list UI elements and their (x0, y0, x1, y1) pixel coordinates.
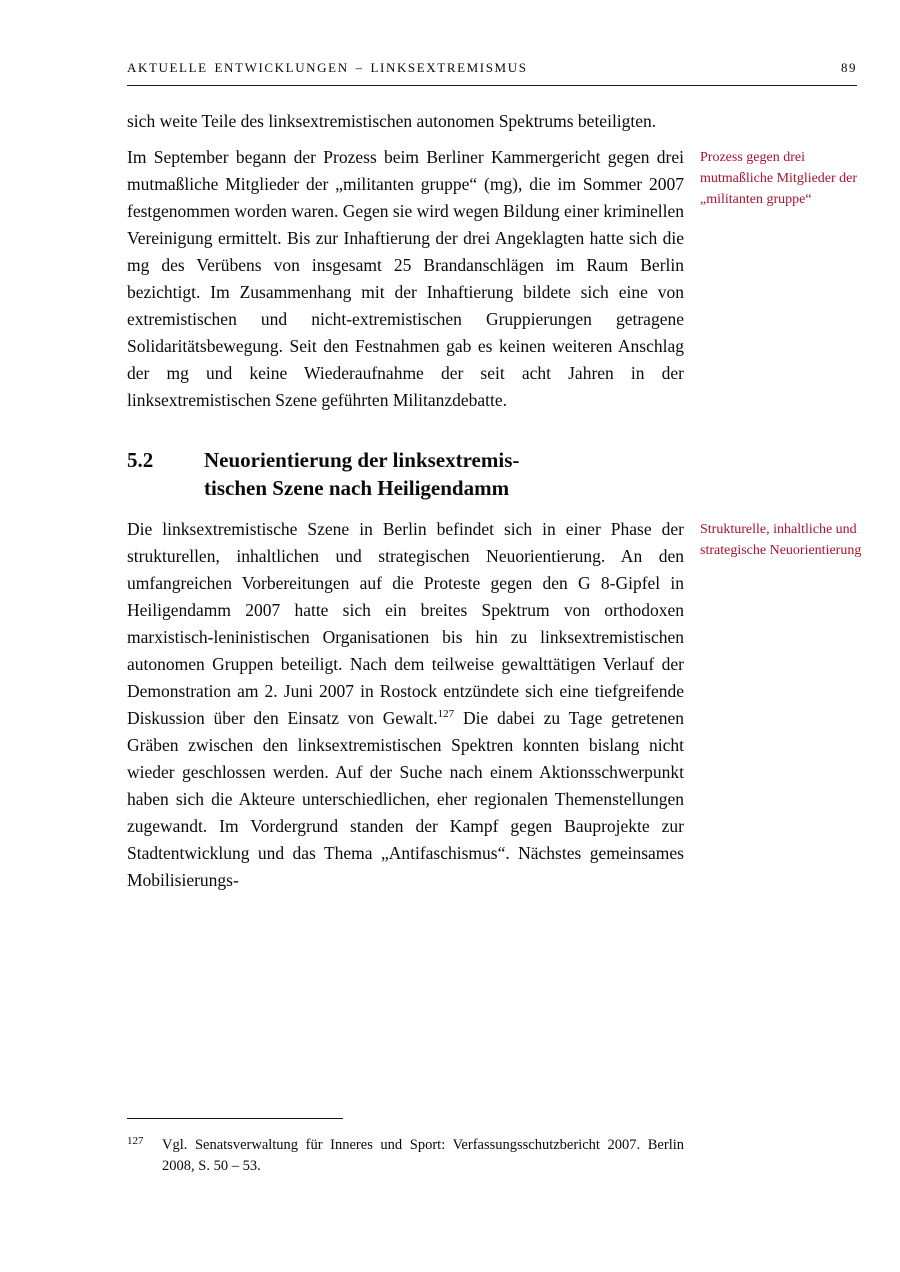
main-text-column (127, 108, 862, 903)
paragraph-continuation: sich weite Teile des linksextremistischen autonomen Spektrums beteiligten. (127, 111, 657, 131)
page-header (127, 60, 857, 86)
paragraph-block-mg-prozess (127, 144, 858, 414)
section-number: 5.2 (127, 448, 154, 472)
paragraph-block-neuorientierung (127, 516, 862, 894)
footnote (127, 1135, 684, 1177)
page-number: 89 (841, 60, 857, 75)
margin-note-neuorientierung: Strukturelle, inhaltliche und strategische Neuorientierung (700, 522, 862, 558)
footnote-marker: 127 (127, 1135, 144, 1147)
footnote-area (127, 1118, 684, 1177)
section-heading (127, 446, 684, 502)
paragraph-text-before-footnote: Die linksextremistische Szene in Berlin befindet sich in einer Phase der strukturellen, inhaltlichen und strategischen Neuorientierung. An den umfangreichen Vorbereitungen auf die Proteste gegen den G 8-Gipfel in Heiligendamm 2007 hatte sich ein breites Spektrum von orthodoxen marxistisch-leninistischen Organisationen bis hin zu linksextremistischen autonomen Gruppen beteiligt. Nach dem teilweise gewalttätigen Verlauf der Demonstration am 2. Juni 2007 in Rostock entzündete sich eine tiefgreifende Diskussion über den Einsatz von Gewalt. (127, 519, 684, 728)
running-head: AKTUELLE ENTWICKLUNGEN – LINKSEXTREMISMUS (127, 60, 528, 75)
margin-note-prozess: Prozess gegen drei mutmaßliche Mitglieder der „militanten gruppe“ (700, 150, 858, 207)
paragraph-mg-prozess: Im September begann der Prozess beim Berliner Kammergericht gegen drei mutmaßliche Mitglieder der „militanten gruppe“ (mg), die im Sommer 2007 festgenommen worden waren. Gegen sie wird wegen Bildung einer kriminellen Vereinigung ermittelt. Bis zur Inhaftierung der drei Angeklagten hatte sich die mg des Verübens von insgesamt 25 Brandanschlägen im Raum Berlin bezichtigt. Im Zusammenhang mit der Inhaftierung bildete sich eine von extremistischen und nicht-extremistischen Gruppierungen getragene Solidaritätsbewegung. Seit den Festnahmen gab es keinen weiteren Anschlag der mg und keine Wiederaufnahme der seit acht Jahren in der linksextremistischen Szene geführten Militanzdebatte. (127, 147, 684, 410)
section-title (204, 446, 519, 502)
footnote-reference: 127 (437, 708, 455, 721)
footnote-text: Vgl. Senatsverwaltung für Inneres und Sport: Verfassungsschutzbericht 2007. Berlin 2008, S. 50 – 53. (162, 1137, 684, 1174)
section-title-line-2: tischen Szene nach Heiligendamm (204, 476, 510, 500)
paragraph-text-after-footnote: Die dabei zu Tage getretenen Gräben zwischen den linksextremistischen Spektren konnten bislang nicht wieder geschlossen werden. Auf der Suche nach einem Aktionsschwerpunkt haben sich die Akteure unterschiedlichen, eher regionalen Themenstellungen zugewandt. Im Vordergrund standen der Kampf gegen Bauprojekte zur Stadtentwicklung und das Thema „Antifaschismus“. Nächstes gemeinsames Mobilisierungs- (127, 708, 684, 890)
footnote-separator-rule (127, 1118, 343, 1119)
section-title-line-1: Neuorientierung der linksextremis- (204, 448, 520, 472)
paragraph-neuorientierung (127, 516, 684, 894)
